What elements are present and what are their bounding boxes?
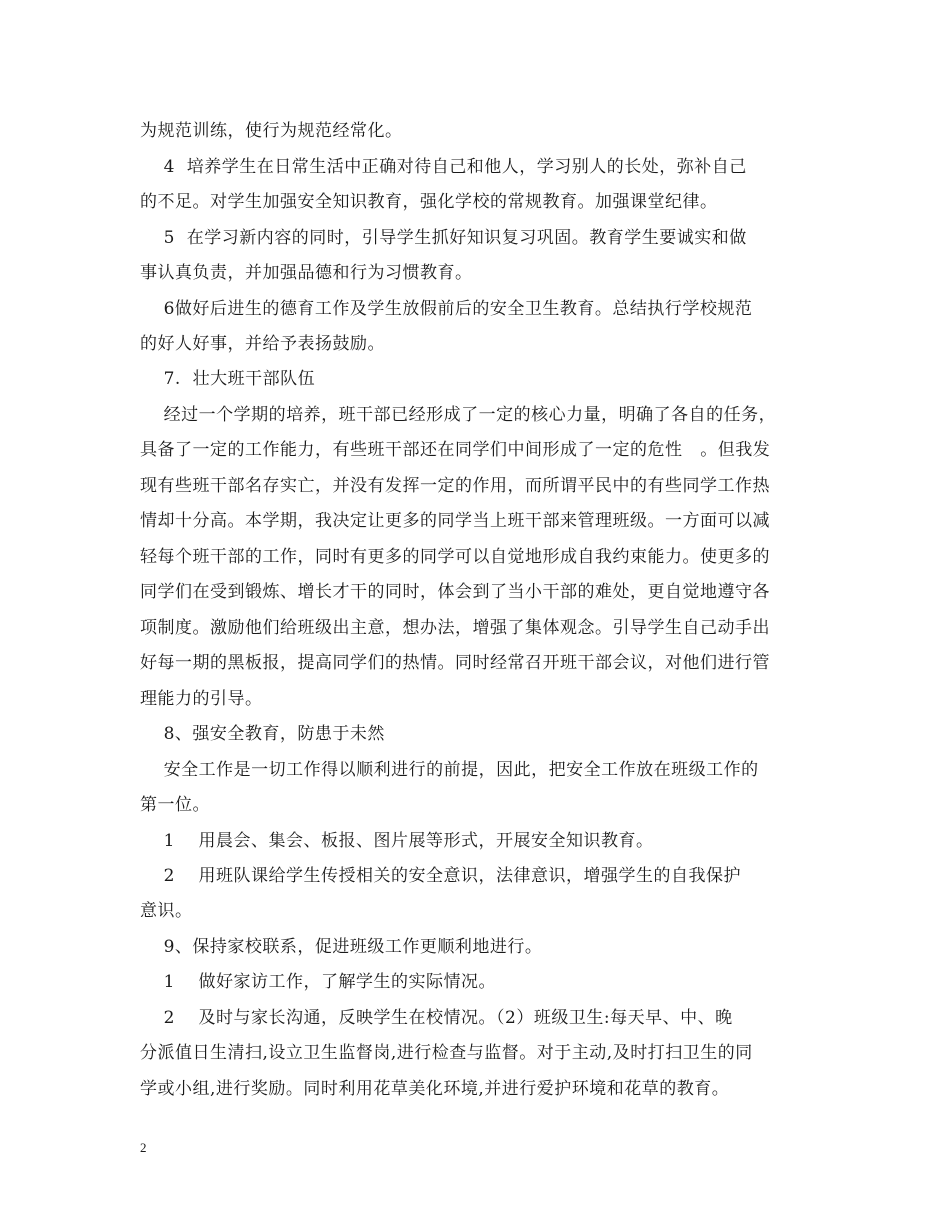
list-item: 1 用晨会、集会、板报、图片展等形式，开展安全知识教育。 xyxy=(140,831,654,851)
page-number: 2 xyxy=(140,1140,147,1155)
text-line: 情却十分高。本学期，我决定让更多的同学当上班干部来管理班级。一方面可以减 xyxy=(140,511,770,531)
text-line: 的不足。对学生加强安全知识教育，强化学校的常规教育。加强课堂纪律。 xyxy=(140,192,718,212)
text-line: 第一位。 xyxy=(140,795,210,815)
list-item: 1 做好家访工作，了解学生的实际情况。 xyxy=(140,972,497,992)
text-line: 6做好后进生的德育工作及学生放假前后的安全卫生教育。总结执行学校规范 xyxy=(140,299,753,319)
text-line: 轻每个班干部的工作，同时有更多的同学可以自觉地形成自我约束能力。使更多的 xyxy=(140,547,770,567)
text-line: 同学们在受到锻炼、增长才干的同时，体会到了当小干部的难处，更自觉地遵守各 xyxy=(140,582,770,602)
list-item: 2 及时与家长沟通，反映学生在校情况。（2）班级卫生:每天早、中、晚 xyxy=(140,1008,733,1028)
section-heading: 8、强安全教育，防患于未然 xyxy=(140,724,385,744)
text-line: 的好人好事，并给予表扬鼓励。 xyxy=(140,334,385,354)
text-line: 学或小组,进行奖励。同时利用花草美化环境,并进行爱护环境和花草的教育。 xyxy=(140,1079,730,1099)
text-line: 事认真负责，并加强品德和行为习惯教育。 xyxy=(140,263,473,283)
text-line: 好每一期的黑板报，提高同学们的热情。同时经常召开班干部会议，对他们进行管 xyxy=(140,653,770,673)
section-heading: 9、保持家校联系，促进班级工作更顺利地进行。 xyxy=(140,937,543,957)
list-item: 2 用班队课给学生传授相关的安全意识，法律意识，增强学生的自我保护 xyxy=(140,866,742,886)
text-line: 为规范训练，使行为规范经常化。 xyxy=(140,121,403,141)
text-line: 经过一个学期的培养，班干部已经形成了一定的核心力量，明确了各自的任务， xyxy=(140,405,777,425)
text-line: 现有些班干部名存实亡，并没有发挥一定的作用，而所谓平民中的有些同学工作热 xyxy=(140,476,770,496)
section-heading: 7. 壮大班干部队伍 xyxy=(140,369,316,389)
text-line: 安全工作是一切工作得以顺利进行的前提，因此，把安全工作放在班级工作的 xyxy=(140,760,759,780)
text-line: 具备了一定的工作能力，有些班干部还在同学们中间形成了一定的危性 。但我发 xyxy=(140,440,771,460)
text-line: 项制度。激励他们给班级出主意，想办法，增强了集体观念。引导学生自己动手出 xyxy=(140,618,770,638)
text-line: 5 在学习新内容的同时，引导学生抓好知识复习巩固。教育学生要诚实和做 xyxy=(140,228,747,248)
text-line: 理能力的引导。 xyxy=(140,689,263,709)
text-line: 4 培养学生在日常生活中正确对待自己和他人，学习别人的长处，弥补自己 xyxy=(140,157,747,177)
text-line: 意识。 xyxy=(140,901,193,921)
text-line: 分派值日生清扫,设立卫生监督岗,进行检查与监督。对于主动,及时打扫卫生的同 xyxy=(140,1043,753,1063)
